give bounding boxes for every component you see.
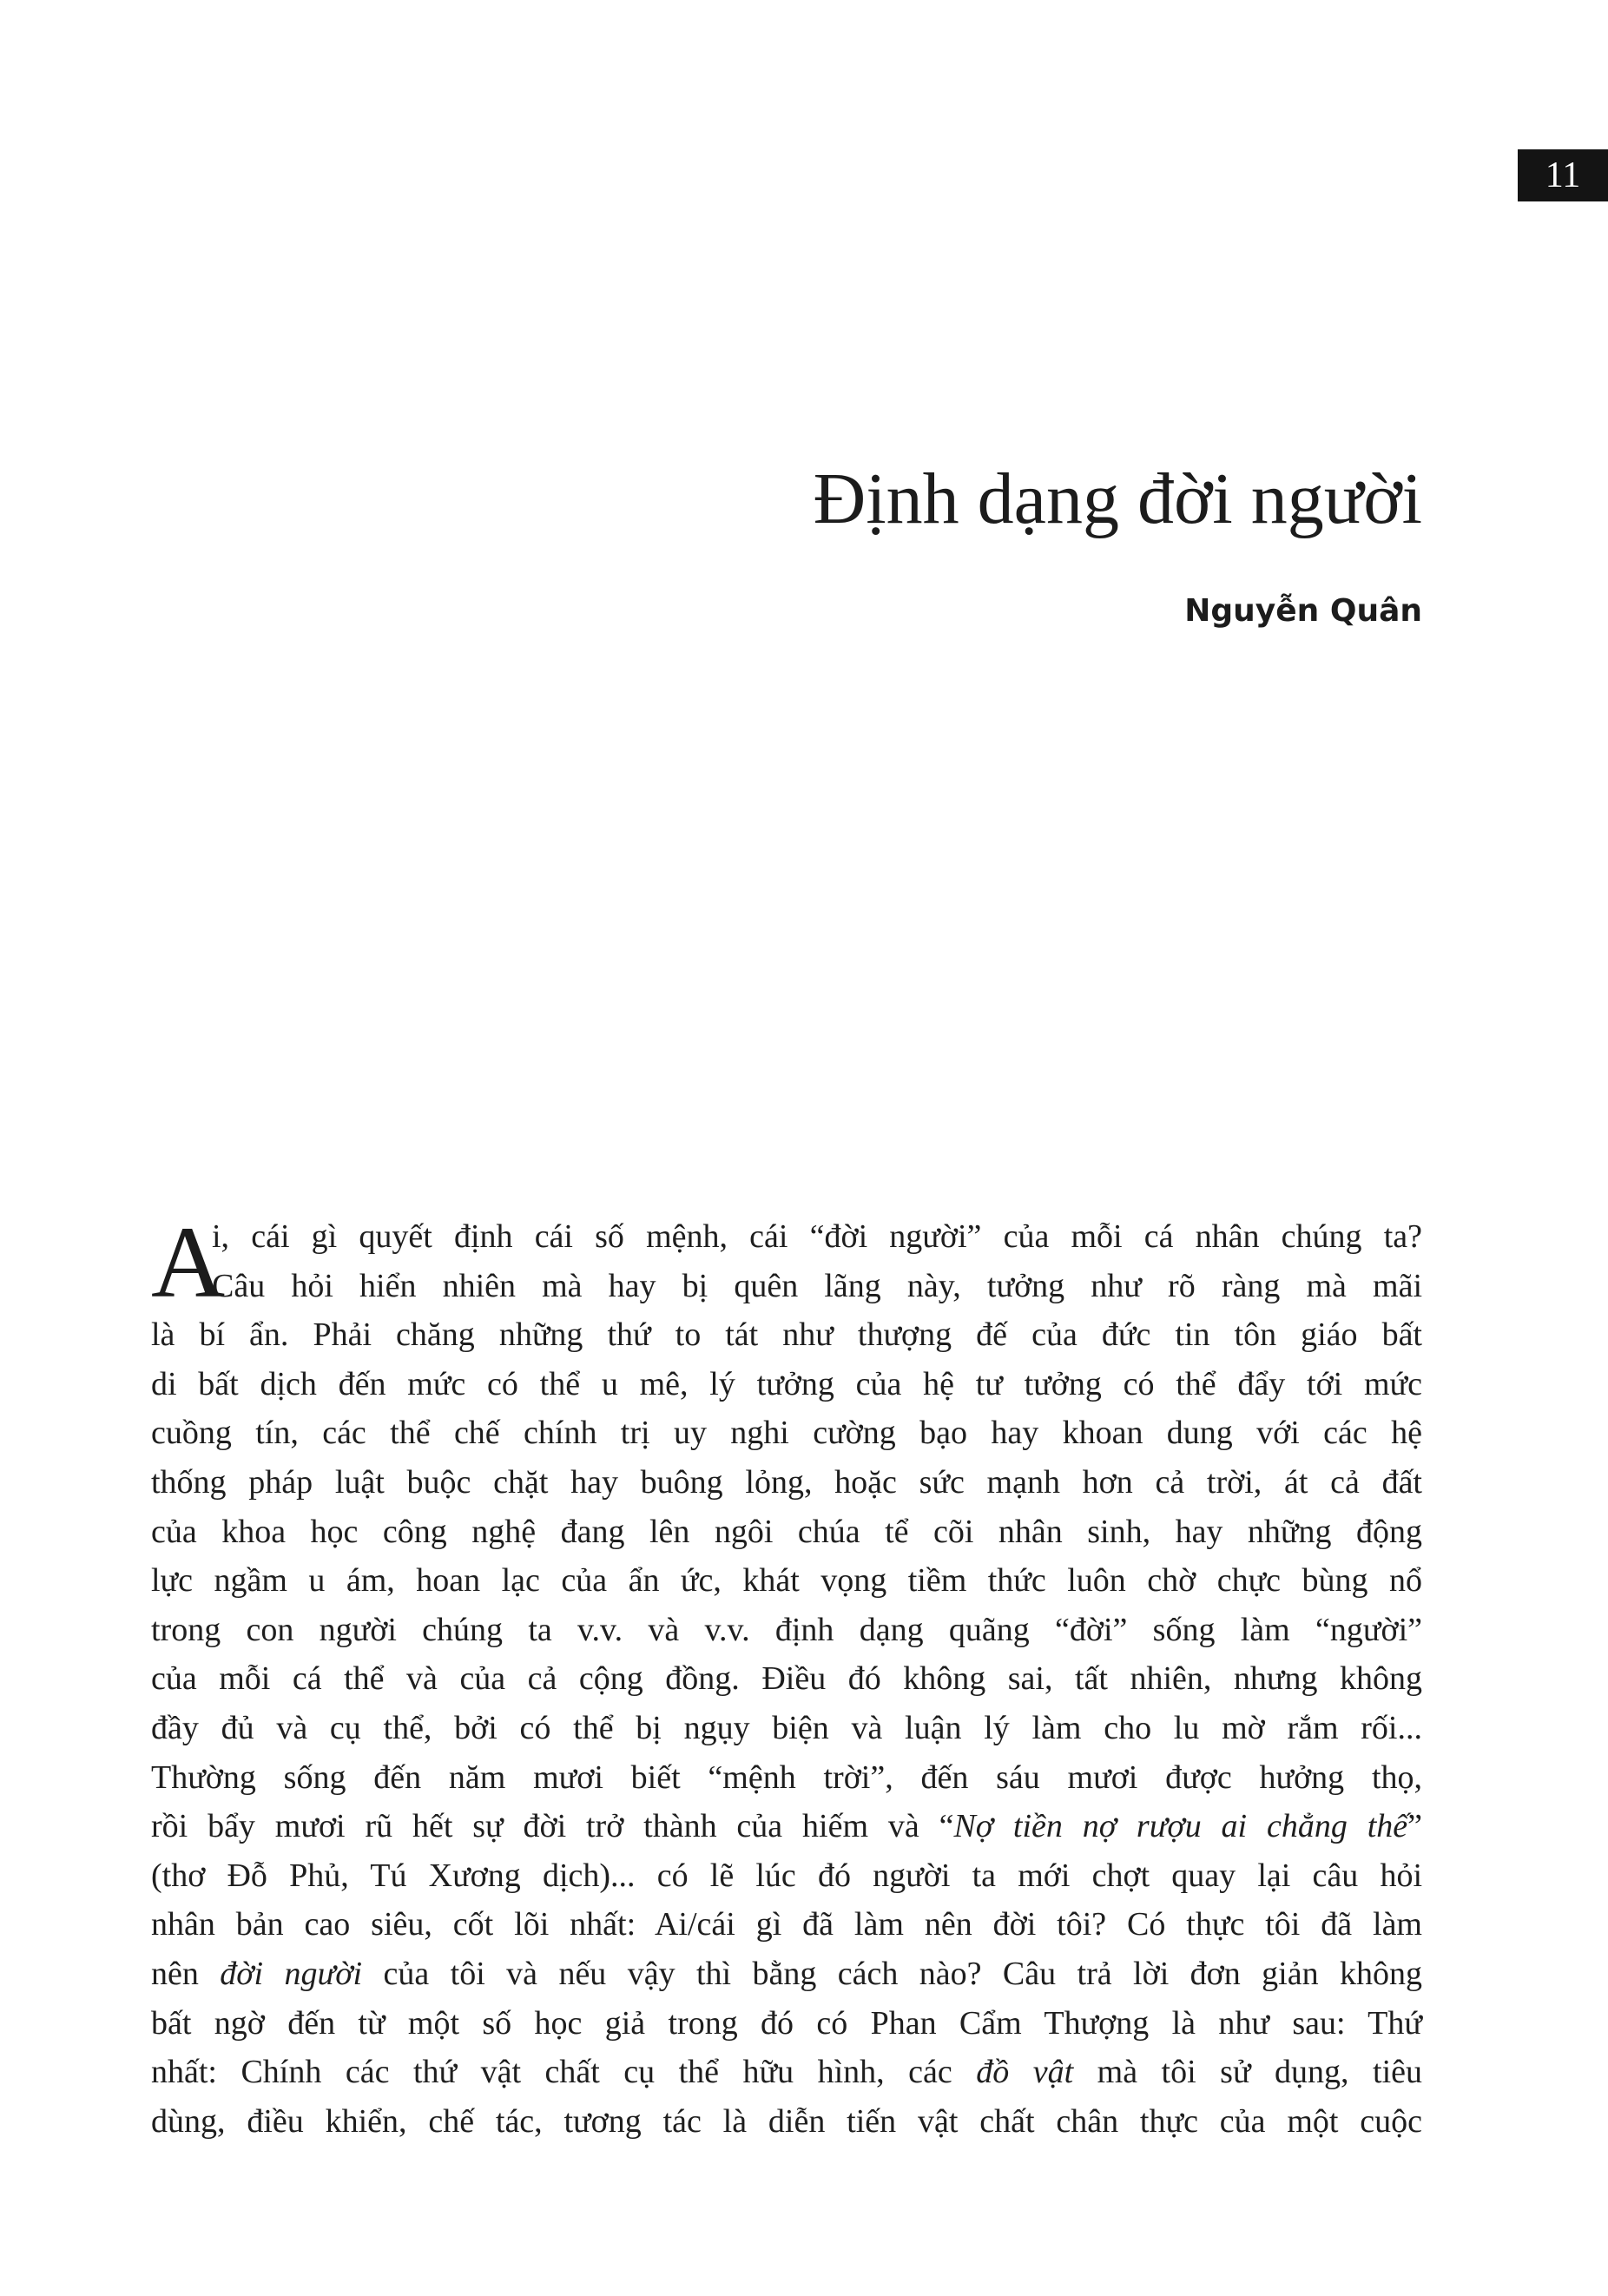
- body-line: [151, 2097, 1422, 2147]
- body-line: [151, 1900, 1422, 1950]
- article-author: Nguyễn Quân: [1184, 593, 1422, 629]
- body-line: [151, 1950, 1422, 1999]
- text-run: dùng, điều khiển, chế tác, tương tác là diễn tiến vật chất chân thực của một cuộc: [151, 2102, 1422, 2140]
- text-run: cuồng tín, các thể chế chính trị uy nghi cường bạo hay khoan dung với các hệ: [151, 1415, 1422, 1452]
- text-run: di bất dịch đến mức có thể u mê, lý tưởng của hệ tư tưởng có thể đẩy tới mức: [151, 1365, 1422, 1402]
- body-line: [151, 1851, 1422, 1901]
- body-line: [151, 1409, 1422, 1458]
- body-line: [151, 1310, 1422, 1360]
- text-run: nhân bản cao siêu, cốt lõi nhất: Ai/cái gì đã làm nên đời tôi? Có thực tôi đã làm: [151, 1906, 1422, 1943]
- body-line: [151, 1508, 1422, 1557]
- drop-cap: A: [151, 1205, 226, 1319]
- text-run: của tôi và nếu vậy thì bằng cách nào? Câu trả lời đơn giản không: [362, 1955, 1422, 1992]
- body-line: [151, 1458, 1422, 1508]
- text-run: nhất: Chính các thứ vật chất cụ thể hữu hình, các: [151, 2054, 977, 2091]
- text-run: là bí ẩn. Phải chăng những thứ to tát như thượng đế của đức tin tôn giáo bất: [151, 1316, 1422, 1354]
- italic-phrase: đồ vật: [976, 2054, 1074, 2091]
- italic-phrase: đời người: [220, 1955, 363, 1992]
- text-run: lực ngầm u ám, hoan lạc của ẩn ức, khát vọng tiềm thức luôn chờ chực bùng nổ: [151, 1562, 1422, 1600]
- italic-phrase: Nợ tiền nợ rượu ai chẳng thế: [953, 1808, 1408, 1845]
- text-run: của mỗi cá thể và của cả cộng đồng. Điều đó không sai, tất nhiên, nhưng không: [151, 1660, 1422, 1698]
- page-number: 11: [1518, 149, 1608, 201]
- text-run: của khoa học công nghệ đang lên ngôi chúa tể cõi nhân sinh, hay những động: [151, 1513, 1422, 1550]
- text-run: đầy đủ và cụ thể, bởi có thể bị ngụy biện và luận lý làm cho lu mờ rắm rối...: [151, 1709, 1422, 1746]
- body-line: [151, 1360, 1422, 1409]
- body-line: [151, 1212, 1422, 1262]
- body-line: [151, 1556, 1422, 1606]
- body-line: [151, 2048, 1422, 2097]
- text-run: ”: [1407, 1808, 1422, 1845]
- text-run: nên: [151, 1955, 221, 1992]
- text-run: (thơ Đỗ Phủ, Tú Xương dịch)... có lẽ lúc đó người ta mới chợt quay lại câu hỏi: [151, 1857, 1422, 1894]
- body-line: [151, 1262, 1422, 1311]
- body-line: [151, 1802, 1422, 1851]
- text-run: thống pháp luật buộc chặt hay buông lỏng, hoặc sức mạnh hơn cả trời, át cả đất: [151, 1463, 1422, 1501]
- body-line: [151, 1704, 1422, 1753]
- body-line: [151, 1753, 1422, 1803]
- text-run: trong con người chúng ta v.v. và v.v. định dạng quãng “đời” sống làm “người”: [151, 1611, 1422, 1648]
- article-title: Định dạng đời người: [813, 459, 1422, 539]
- text-run: rồi bẩy mươi rũ hết sự đời trở thành của hiếm và “: [151, 1808, 954, 1845]
- text-run: Câu hỏi hiển nhiên mà hay bị quên lãng này, tưởng như rõ ràng mà mãi: [212, 1267, 1422, 1304]
- body-line: [151, 1606, 1422, 1655]
- text-run: i, cái gì quyết định cái số mệnh, cái “đời người” của mỗi cá nhân chúng ta?: [212, 1218, 1422, 1255]
- text-run: bất ngờ đến từ một số học giả trong đó có Phan Cẩm Thượng là như sau: Thứ: [151, 2004, 1422, 2042]
- body-line: [151, 1654, 1422, 1704]
- article-body: [151, 1205, 1422, 2146]
- body-line: [151, 1999, 1422, 2049]
- text-run: Thường sống đến năm mươi biết “mệnh trời”, đến sáu mươi được hưởng thọ,: [151, 1758, 1422, 1796]
- text-run: mà tôi sử dụng, tiêu: [1073, 2054, 1422, 2091]
